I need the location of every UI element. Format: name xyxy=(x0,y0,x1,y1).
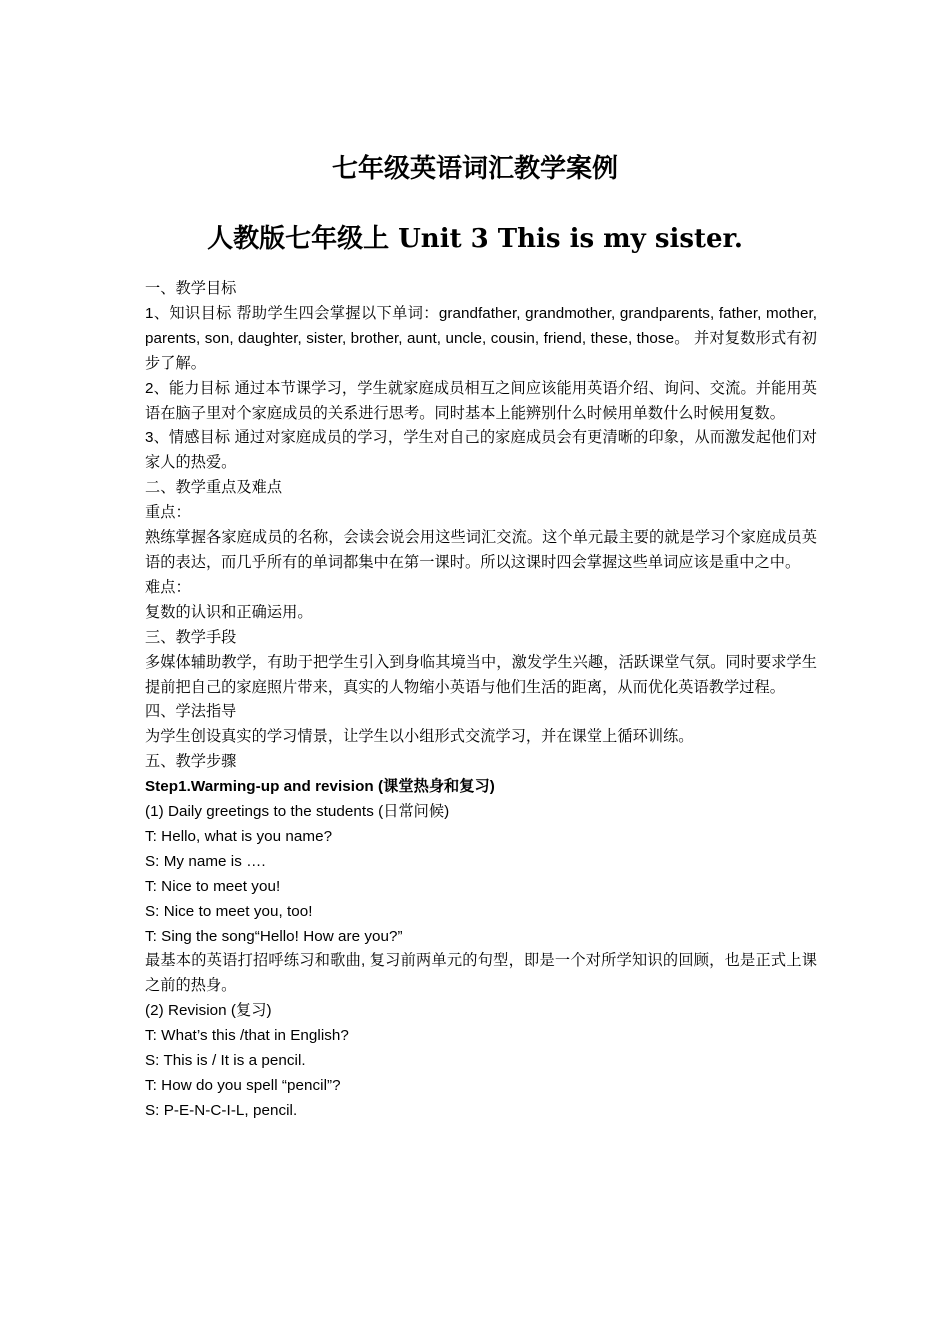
dialogue-line: T: Hello, what is you name? xyxy=(145,827,333,845)
paragraph-emotion-objective: 3、情感目标 通过对家庭成员的学习，学生对自己的家庭成员会有更清晰的印象，从而激发起他们对家人的热爱。 xyxy=(145,429,817,472)
paragraph-warmup-note: 最基本的英语打招呼练习和歌曲, 复习前两单元的句型，即是一个对所学知识的回顾，也是正式上课之前的热身。 xyxy=(145,952,817,995)
paragraph-teaching-means: 多媒体辅助教学，有助于把学生引入到身临其境当中，激发学生兴趣，活跃课堂气氛。同时要求学生提前把自己的家庭照片带来，真实的人物缩小英语与他们生活的距离，从而优化英语教学过程。 xyxy=(145,653,817,696)
paragraph-learning-guide: 为学生创设真实的学习情景，让学生以小组形式交流学习，并在课堂上循环训练。 xyxy=(145,728,694,746)
dialogue-line: S: This is / It is a pencil. xyxy=(145,1052,306,1070)
section-heading-key-points: 二、教学重点及难点 xyxy=(145,479,283,497)
label-key-point: 重点： xyxy=(145,504,191,522)
dialogue-line: S: P-E-N-C-I-L, pencil. xyxy=(145,1101,298,1119)
section-heading-teaching-steps: 五、教学步骤 xyxy=(145,753,237,771)
dialogue-line: S: Nice to meet you, too! xyxy=(145,902,313,920)
document-title: 七年级英语词汇教学案例 xyxy=(331,154,618,184)
paragraph-difficulty: 复数的认识和正确运用。 xyxy=(145,603,313,621)
document-body xyxy=(145,277,817,1124)
step1-heading: Step1.Warming-up and revision (课堂热身和复习) xyxy=(145,778,495,796)
dialogue-line: T: What’s this /that in English? xyxy=(145,1027,349,1045)
dialogue-line: T: Nice to meet you! xyxy=(145,877,281,895)
paragraph-ability-objective: 2、能力目标 通过本节课学习，学生就家庭成员相互之间应该能用英语介绍、询问、交流。并能用英语在脑子里对个家庭成员的关系进行思考。同时基本上能辨别什么时候用单数什么时候用复数。 xyxy=(145,379,817,422)
paragraph-knowledge-objective: 1、知识目标 帮助学生四会掌握以下单词：grandfather, grandmother, grandparents, father, mother, parents, son, daughter, sister, brother, aunt, uncle, cousin, friend, these, those。 并对复数形式有初步了解。 xyxy=(145,304,817,372)
paragraph-key-point: 熟练掌握各家庭成员的名称，会读会说会用这些词汇交流。这个单元最主要的就是学习个家庭成员英语的表达，而几乎所有的单词都集中在第一课时。所以这课时四会掌握这些单词应该是重中之中。 xyxy=(145,529,817,571)
dialogue-line: T: Sing the song“Hello! How are you?” xyxy=(145,927,403,945)
document-subtitle: 人教版七年级上 Unit 3 This is my sister. xyxy=(207,224,743,254)
dialogue-line: T: How do you spell “pencil”? xyxy=(145,1077,341,1094)
section-heading-objectives: 一、教学目标 xyxy=(145,280,237,297)
dialogue-line: S: My name is …. xyxy=(145,852,266,870)
dialogue-line: (1) Daily greetings to the students (日常问候) xyxy=(145,803,450,821)
dialogue-line: (2) Revision (复习) xyxy=(145,1002,272,1020)
section-heading-teaching-means: 三、教学手段 xyxy=(145,628,237,646)
section-heading-learning-guide: 四、学法指导 xyxy=(145,703,237,721)
label-difficulty: 难点： xyxy=(145,578,191,596)
